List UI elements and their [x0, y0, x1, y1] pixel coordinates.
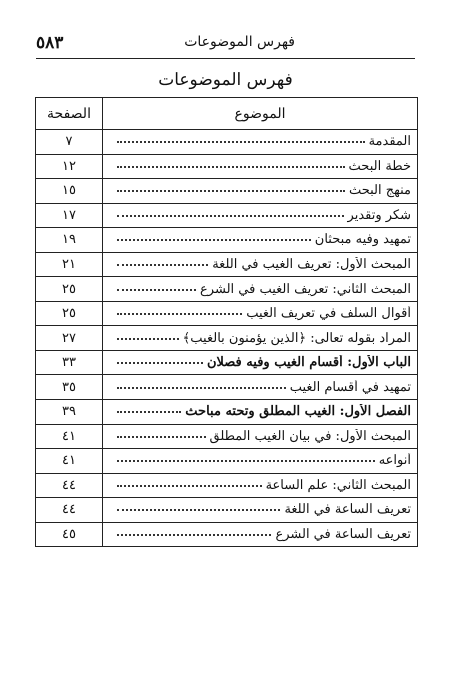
topic-cell — [103, 424, 418, 449]
dot-leader — [117, 436, 206, 438]
column-topic-header: الموضوع — [103, 98, 418, 130]
page-cell: ٣٣ — [36, 350, 103, 375]
topic-text: تمهيد في أقسام الغيب — [289, 379, 411, 395]
toc-row — [36, 203, 418, 228]
topic-cell — [103, 449, 418, 474]
page-number: ٥٨٣ — [36, 33, 64, 53]
toc-row — [36, 473, 418, 498]
running-header — [36, 30, 413, 56]
page-cell: ١٢ — [36, 154, 103, 179]
toc-row — [36, 375, 418, 400]
page-cell: ٢٥ — [36, 301, 103, 326]
dot-leader — [117, 264, 208, 266]
page-cell: ٤١ — [36, 424, 103, 449]
topic-cell — [103, 252, 418, 277]
header-rule — [36, 58, 415, 59]
topic-text: الباب الأول: أقسام الغيب وفيه فصلان — [206, 355, 411, 371]
dot-leader — [117, 289, 196, 291]
topic-text: المبحث الأول: في بيان الغيب المطلق — [209, 428, 411, 444]
topic-text: المقدمة — [368, 134, 411, 150]
topic-cell — [103, 203, 418, 228]
topic-text: تمهيد وفيه مبحثان — [314, 232, 411, 248]
toc-row — [36, 130, 418, 155]
running-title: فهرس الموضوعات — [184, 34, 295, 50]
dot-leader — [117, 215, 344, 217]
toc-row — [36, 326, 418, 351]
topic-cell — [103, 375, 418, 400]
topic-cell — [103, 400, 418, 425]
topic-text: تعريف الساعة في الشرع — [275, 527, 411, 543]
toc-row — [36, 400, 418, 425]
topic-text: أقوال السلف في تعريف الغيب — [246, 306, 411, 322]
toc-row — [36, 424, 418, 449]
column-page-header: الصفحة — [36, 98, 103, 130]
topic-cell — [103, 522, 418, 547]
topic-cell — [103, 473, 418, 498]
page-cell: ٧ — [36, 130, 103, 155]
toc-row — [36, 498, 418, 523]
topic-cell — [103, 179, 418, 204]
page-cell: ٤١ — [36, 449, 103, 474]
toc-row — [36, 301, 418, 326]
toc-row — [36, 350, 418, 375]
index-title: فهرس الموضوعات — [158, 70, 293, 90]
dot-leader — [117, 239, 311, 241]
page-cell: ٤٤ — [36, 473, 103, 498]
dot-leader — [117, 460, 375, 462]
topic-cell — [103, 130, 418, 155]
page-cell: ٣٥ — [36, 375, 103, 400]
dot-leader — [117, 485, 262, 487]
page-cell: ٢٥ — [36, 277, 103, 302]
topic-text: خطة البحث — [348, 158, 411, 174]
topic-text: شكر وتقدير — [347, 207, 411, 223]
toc-header-row — [36, 98, 418, 130]
dot-leader — [117, 387, 286, 389]
dot-leader — [117, 411, 181, 413]
topic-text: المراد بقوله تعالى: ﴿الذين يؤمنون بالغيب﴾ — [182, 330, 411, 346]
topic-text: أنواعه — [378, 453, 411, 469]
dot-leader — [117, 313, 242, 315]
topic-cell — [103, 498, 418, 523]
toc-row — [36, 179, 418, 204]
dot-leader — [117, 534, 271, 536]
page-cell: ١٩ — [36, 228, 103, 253]
toc-row — [36, 252, 418, 277]
toc-row — [36, 154, 418, 179]
toc-row — [36, 522, 418, 547]
topic-cell — [103, 301, 418, 326]
topic-text: تعريف الساعة في اللغة — [284, 502, 411, 518]
topic-cell — [103, 350, 418, 375]
topic-cell — [103, 277, 418, 302]
topic-cell — [103, 154, 418, 179]
dot-leader — [117, 190, 345, 192]
page-cell: ٣٩ — [36, 400, 103, 425]
page-cell: ٢١ — [36, 252, 103, 277]
dot-leader — [117, 362, 203, 364]
dot-leader — [117, 338, 179, 340]
topic-cell — [103, 326, 418, 351]
topic-text: المبحث الأول: تعريف الغيب في اللغة — [212, 257, 411, 272]
topic-text: المبحث الثاني: تعريف الغيب في الشرع — [200, 281, 411, 297]
page-cell: ٢٧ — [36, 326, 103, 351]
page-cell: ٤٥ — [36, 522, 103, 547]
toc-row — [36, 449, 418, 474]
toc-table — [35, 97, 418, 547]
topic-text: المبحث الثاني: علم الساعة — [265, 477, 411, 493]
page-cell: ١٧ — [36, 203, 103, 228]
topic-text: الفصل الأول: الغيب المطلق وتحته مباحث — [185, 404, 411, 420]
toc-row — [36, 277, 418, 302]
page-cell: ٤٤ — [36, 498, 103, 523]
topic-cell — [103, 228, 418, 253]
topic-text: منهج البحث — [348, 183, 411, 199]
dot-leader — [117, 509, 280, 511]
dot-leader — [117, 166, 345, 168]
dot-leader — [117, 141, 365, 143]
page-cell: ١٥ — [36, 179, 103, 204]
toc-row — [36, 228, 418, 253]
